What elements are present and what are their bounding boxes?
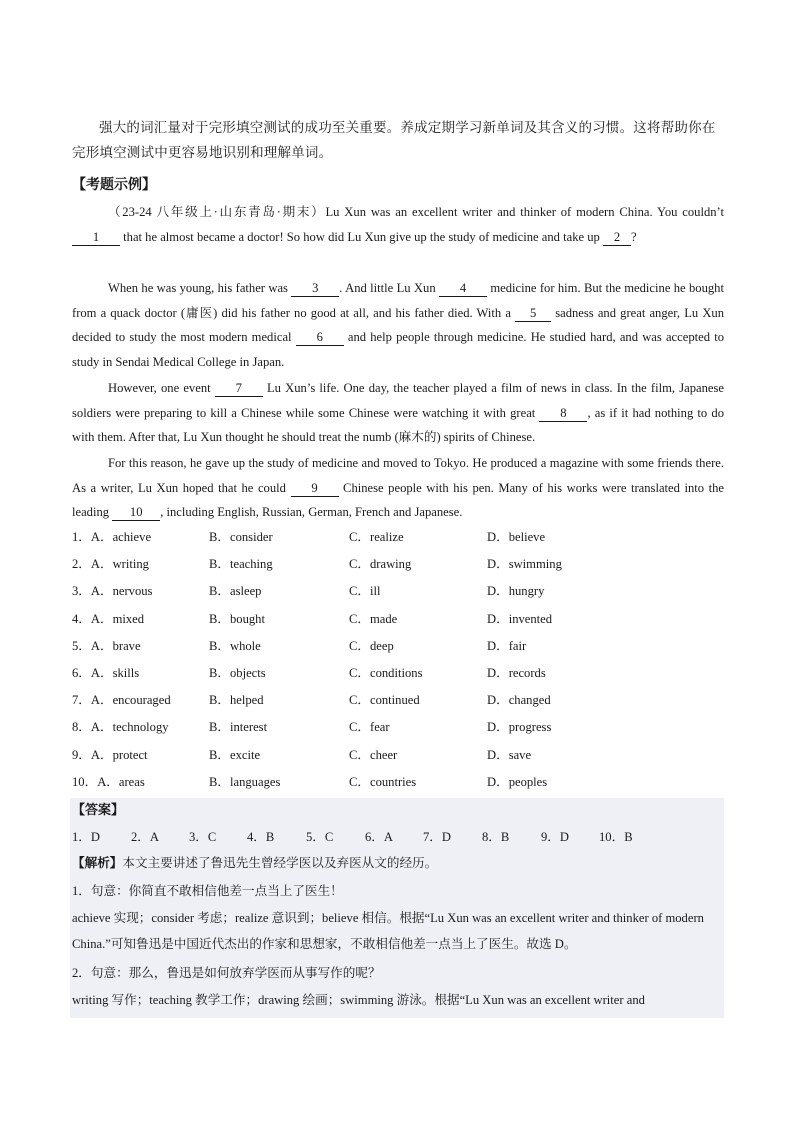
passage-paragraph-4: For this reason, he gave up the study of medicine and moved to Tokyo. He produced a magazine with some friends there. As a writer, Lu Xun hoped that he could 9 Chinese people with his pen. Many of his works were translated into the leading 10 , including English, Russian, German, French and Japanese. (72, 456, 725, 519)
analysis-label: 【解析】 (72, 855, 123, 870)
blank-5: 5 (515, 306, 551, 322)
intro-paragraph: 强大的词汇量对于完形填空测试的成功至关重要。养成定期学习新单词及其含义的习惯。这将帮助你在完形填空测试中更容易地识别和理解单词。 (72, 120, 716, 161)
blank-8: 8 (539, 406, 587, 422)
option-row: 4．A．mixed B．bought C．made D．invented (72, 611, 553, 626)
option-row: 10．A．areas B．languages C．countries D．peoples (72, 774, 548, 789)
answer-item: 3．C (189, 830, 217, 844)
answer-item: 8．B (482, 830, 510, 844)
answer-item: 9．D (541, 830, 569, 844)
analysis-q2-text: writing 写作；teaching 教学工作；drawing 绘画；swimming 游泳。根据“Lu Xun was an excellent writer and (72, 993, 645, 1007)
option-row: 8．A．technology B．interest C．fear D．progress (72, 720, 552, 735)
option-row: 9．A．protect B．excite C．cheer D．save (72, 747, 532, 762)
answer-item: 5．C (306, 830, 334, 844)
blank-10: 10 (112, 505, 160, 521)
option-row: 3．A．nervous B．asleep C．ill D．hungry (72, 584, 545, 599)
passage-paragraph-3: However, one event 7 Lu Xun’s life. One day, the teacher played a film of news in class. In the film, Japanese soldiers were preparing to kill a Chinese while some Chinese were watching it with great 8 , as if it had nothing to do with them. After that, Lu Xun thought he should treat the numb (麻木的) spirits of Chinese. (72, 381, 725, 444)
option-row: 2．A．writing B．teaching C．drawing D．swimming (72, 557, 562, 572)
option-row: 5．A．brave B．whole C．deep D．fair (72, 638, 527, 653)
answer-item: 10．B (599, 830, 633, 844)
analysis-q1-text: achieve 实现；consider 考虑；realize 意识到；believe 相信。根据“Lu Xun was an excellent writer and thinker of modern China.”可知鲁迅是中国近代杰出的作家和思想家，不敢相信他差一点当上了医生。故选 D。 (72, 911, 704, 951)
blank-9: 9 (291, 481, 339, 497)
analysis-q2-title: 2．句意：那么，鲁迅是如何放弃学医而从事写作的呢？ (72, 966, 381, 980)
section-title: 【考题示例】 (72, 177, 156, 193)
answer-item: 1．D (72, 830, 100, 844)
answer-item: 2．A (131, 830, 159, 844)
analysis-q1-title: 1．句意：你简直不敢相信他差一点当上了医生！ (72, 884, 343, 898)
answer-item: 6．A (365, 830, 393, 844)
blank-6: 6 (296, 330, 344, 346)
blank-3: 3 (291, 281, 339, 297)
answer-item: 4．B (247, 830, 275, 844)
answer-label: 【答案】 (72, 803, 125, 818)
blank-2: 2 (603, 230, 631, 246)
option-row: 1．A．achieve B．consider C．realize D．believe (72, 530, 546, 544)
option-row: 6．A．skills B．objects C．conditions D．records (72, 665, 546, 680)
option-row: 7．A．encouraged B．helped C．continued D．changed (72, 693, 551, 708)
blank-7: 7 (215, 381, 263, 397)
blank-1: 1 (72, 230, 120, 246)
options-list (72, 526, 724, 798)
blank-4: 4 (439, 281, 487, 297)
passage-source: （23-24 八年级上·山东青岛·期末） (108, 205, 326, 219)
analysis-summary: 【解析】本文主要讲述了鲁迅先生曾经学医以及弃医从文的经历。 (72, 855, 438, 870)
passage-paragraph-2: When he was young, his father was 3 . And little Lu Xun 4 medicine for him. But the medicine he bought from a quack doctor (庸医) did his father no good at all, and his father died. With a 5 sadness and great anger, Lu Xun decided to study the most modern medical 6 and help people through medicine. He studied hard, and was accepted to study in Sendai Medical College in Japan. (72, 281, 725, 369)
passage-paragraph-1: （23-24 八年级上·山东青岛·期末）Lu Xun was an excellent writer and thinker of modern China. You couldn’t 1 that he almost became a doctor! So how did Lu Xun give up the study of medicine and take up 2 ? (72, 200, 724, 249)
answer-item: 7．D (423, 830, 451, 844)
